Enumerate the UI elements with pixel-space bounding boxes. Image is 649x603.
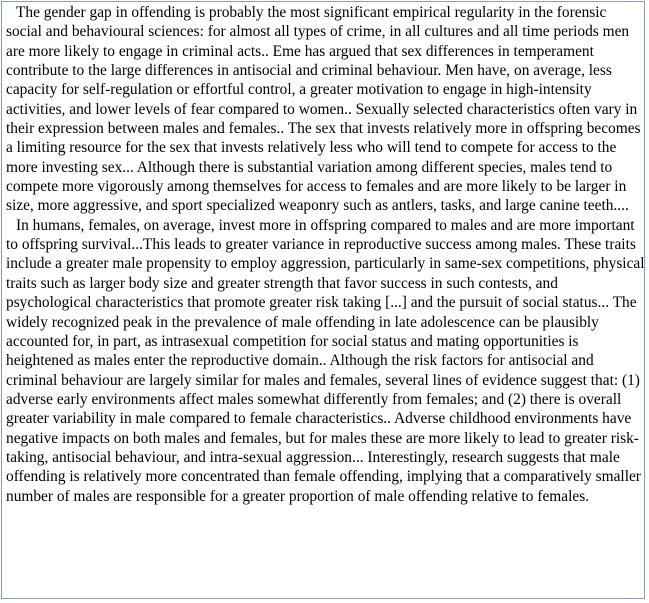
document-text	[6, 3, 645, 506]
paragraph-gender-gap: The gender gap in offending is probably the most significant empirical regularity in the forensic social and behavioural sciences: for almost all types of crime, in all cultures and all time periods men are more likely to engage in criminal acts.. Eme has argued that sex differences in temperament contribute to the large differences in antisocial and criminal behaviour. Men have, on average, less capacity for self-regulation or effortful control, a greater motivation to engage in high-intensity activities, and lower levels of fear compared to women.. Sexually selected characteristics often vary in their expression between males and females.. The sex that invests relatively more in offspring becomes a limiting resource for the sex that invests relatively less who will tend to compete for access to the more investing sex... Although there is substantial variation among different species, males tend to compete more vigorously among themselves for access to females and are more likely to be larger in size, more aggressive, and sport specialized weaponry such as antlers, tasks, and large canine teeth....	[6, 4, 641, 215]
paragraph-humans-investment: In humans, females, on average, invest more in offspring compared to males and are more important to offspring survival...This leads to greater variance in reproductive success among males. These traits include a greater male propensity to employ aggression, particularly in same-sex competitions, physical traits such as larger body size and greater strength that favor success in such contests, and psychological characteristics that promote greater risk taking [...] and the pursuit of social status... The widely recognized peak in the prevalence of male offending in late adolescence can be plausibly accounted for, in part, as intrasexual competition for social status and mating opportunities is heightened as males enter the reproductive domain.. Although the risk factors for antisocial and criminal behaviour are largely similar for males and females, several lines of evidence suggest that: (1) adverse early environments affect males somewhat differently from females; and (2) there is overall greater variability in male compared to female characteristics.. Adverse childhood environments have negative impacts on both males and females, but for males these are more likely to lead to greater risk-taking, antisocial behaviour, and intra-sexual aggression... Interestingly, research suggests that male offending is relatively more concentrated than female offending, implying that a comparatively smaller number of males are responsible for a greater proportion of male offending relative to females.	[6, 216, 645, 505]
text-box[interactable]	[1, 1, 645, 599]
